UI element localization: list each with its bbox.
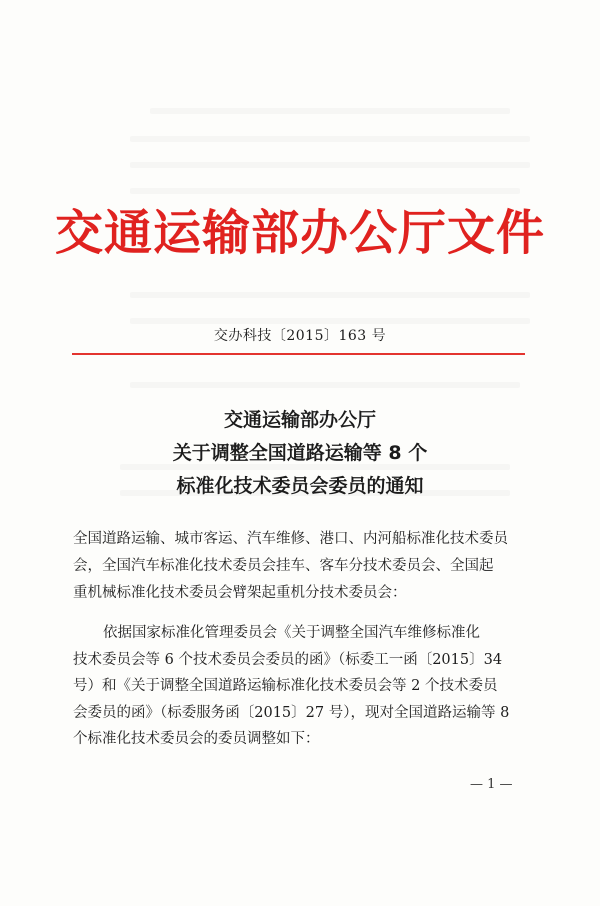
bleed-through-mark bbox=[150, 108, 510, 114]
bleed-through-mark bbox=[130, 136, 530, 142]
body-line: 号）和《关于调整全国道路运输标准化技术委员会等 2 个技术委员 bbox=[73, 678, 498, 694]
addressee-line: 全国道路运输、城市客运、汽车维修、港口、内河船标准化技术委员 bbox=[73, 531, 508, 547]
body-line: 个标准化技术委员会的委员调整如下： bbox=[73, 731, 320, 747]
document-masthead: 交通运输部办公厅文件 bbox=[54, 205, 545, 261]
bleed-through-mark bbox=[130, 162, 530, 168]
document-number: 交办科技〔2015〕163 号 bbox=[213, 328, 387, 344]
addressee-line: 会，全国汽车标准化技术委员会挂车、客车分技术委员会、全国起 bbox=[73, 558, 494, 574]
bleed-through-mark bbox=[130, 318, 530, 324]
body-line: 依据国家标准化管理委员会《关于调整全国汽车维修标准化 bbox=[103, 625, 480, 641]
bleed-through-mark bbox=[130, 292, 530, 298]
document-title bbox=[0, 404, 600, 503]
addressee-block bbox=[73, 526, 533, 607]
red-divider-rule bbox=[72, 353, 525, 355]
body-line: 技术委员会等 6 个技术委员会委员的函》（标委工一函〔2015〕34 bbox=[73, 651, 503, 668]
bleed-through-mark bbox=[130, 382, 520, 388]
bleed-through-mark bbox=[130, 188, 520, 194]
title-line: 关于调整全国道路运输等 8 个 bbox=[172, 442, 428, 464]
body-paragraph bbox=[73, 620, 533, 753]
title-line: 交通运输部办公厅 bbox=[223, 409, 376, 431]
body-line: 会委员的函》（标委服务函〔2015〕27 号），现对全国道路运输等 8 bbox=[73, 704, 510, 721]
title-line: 标准化技术委员会委员的通知 bbox=[176, 475, 424, 497]
addressee-line: 重机械标准化技术委员会臂架起重机分技术委员会： bbox=[73, 585, 407, 601]
page-number: — 1 — bbox=[470, 777, 513, 792]
